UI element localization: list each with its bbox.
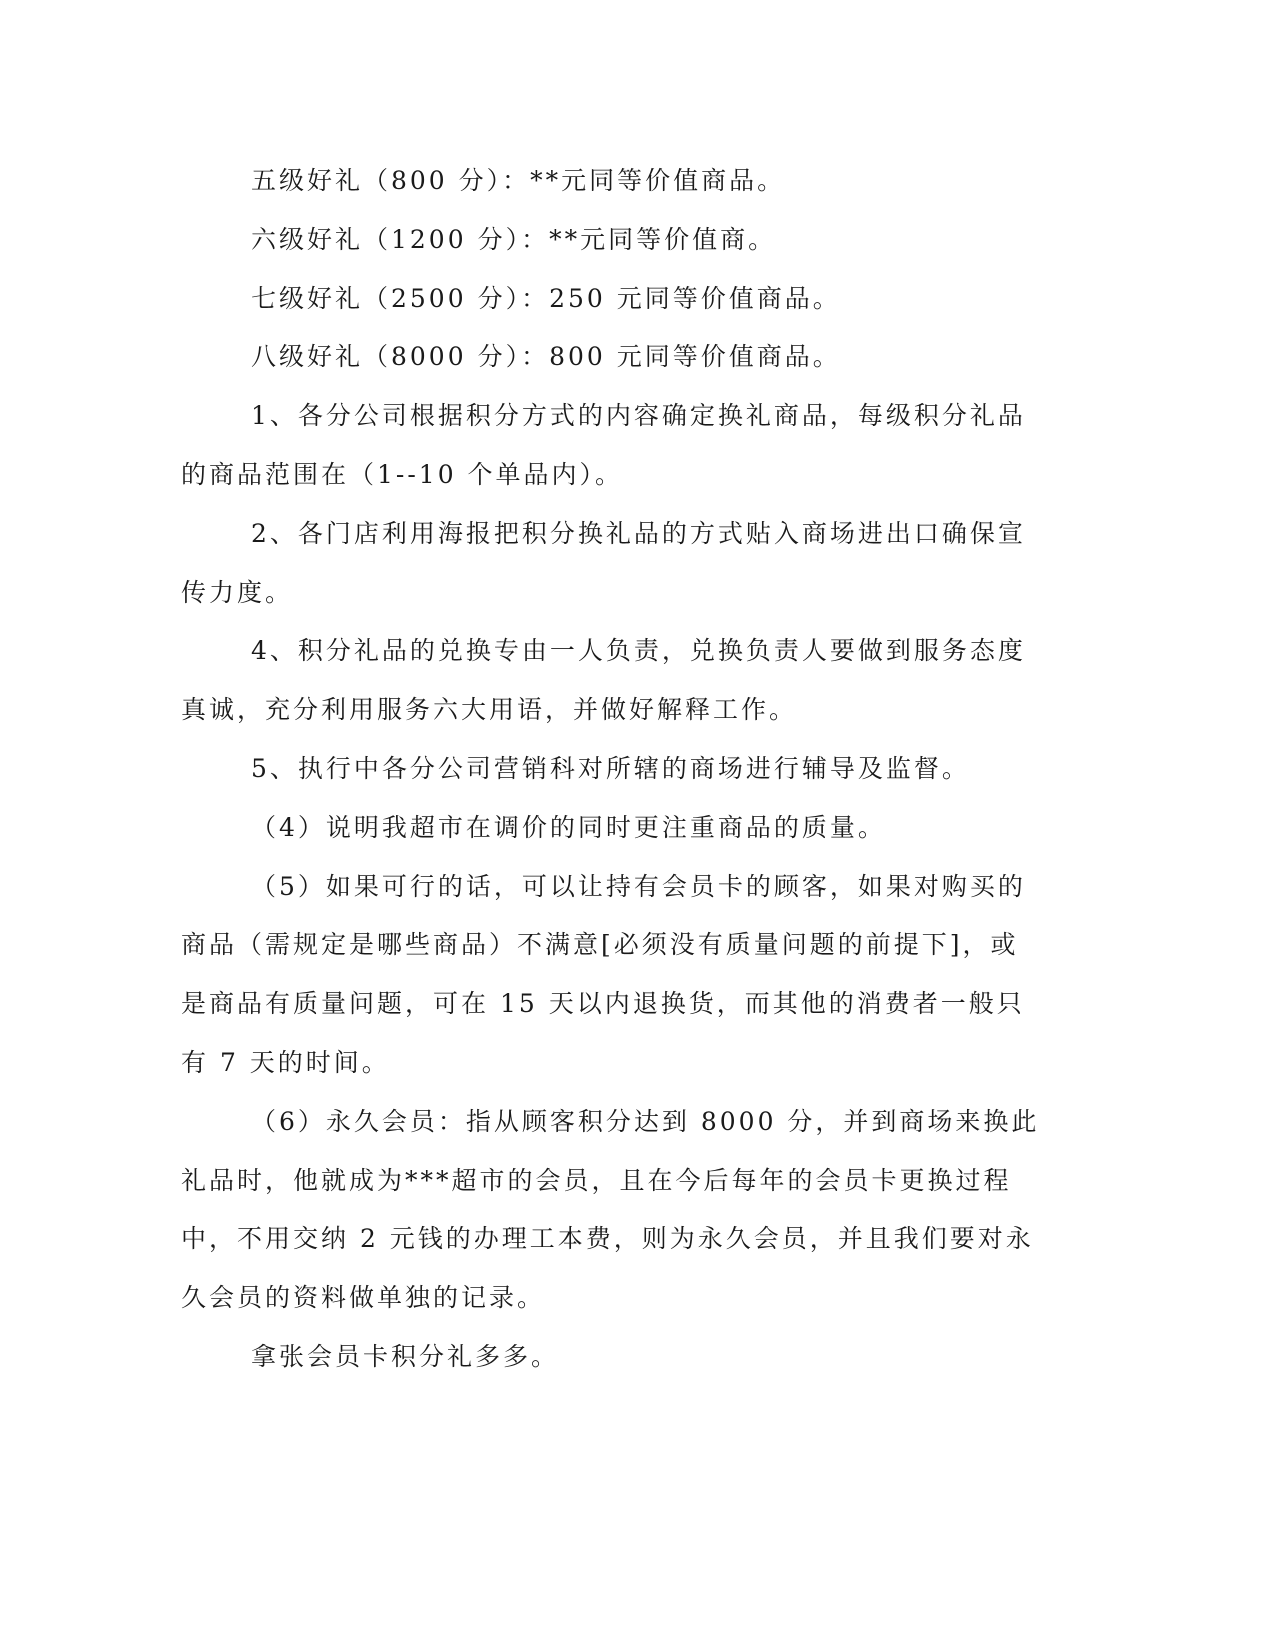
paragraph-item-4: 4、积分礼品的兑换专由一人负责，兑换负责人要做到服务态度真诚，充分利用服务六大用语，并做好解释工作。 <box>181 636 1026 725</box>
paragraph-gift-level-8: 八级好礼（8000 分）：800 元同等价值商品。 <box>251 342 841 372</box>
paragraph-note-4: （4）说明我超市在调价的同时更注重商品的质量。 <box>251 812 886 842</box>
document-body <box>181 152 1041 1387</box>
paragraph-gift-level-6: 六级好礼（1200 分）：**元同等价值商。 <box>251 224 777 254</box>
paragraph-item-1: 1、各分公司根据积分方式的内容确定换礼商品，每级积分礼品的商品范围在（1--10 个单品内）。 <box>181 401 1026 489</box>
paragraph-gift-level-5: 五级好礼（800 分）：**元同等价值商品。 <box>251 166 786 195</box>
paragraph-closing: 拿张会员卡积分礼多多。 <box>251 1341 560 1371</box>
paragraph-item-5: 5、执行中各分公司营销科对所辖的商场进行辅导及监督。 <box>251 753 970 783</box>
paragraph-item-2: 2、各门店利用海报把积分换礼品的方式贴入商场进出口确保宣传力度。 <box>181 518 1026 607</box>
paragraph-gift-level-7: 七级好礼（2500 分）：250 元同等价值商品。 <box>251 283 841 313</box>
paragraph-note-5: （5）如果可行的话，可以让持有会员卡的顾客，如果对购买的商品（需规定是哪些商品）不满意[必须没有质量问题的前提下]，或是商品有质量问题，可在 15 天以内退换货，而其他的消费者一般只有 7 天的时间。 <box>181 871 1026 1077</box>
paragraph-note-6: （6）永久会员：指从顾客积分达到 8000 分，并到商场来换此礼品时，他就成为***超市的会员，且在今后每年的会员卡更换过程中，不用交纳 2 元钱的办理工本费，则为永久会员，并且我们要对永久会员的资料做单独的记录。 <box>181 1106 1040 1313</box>
